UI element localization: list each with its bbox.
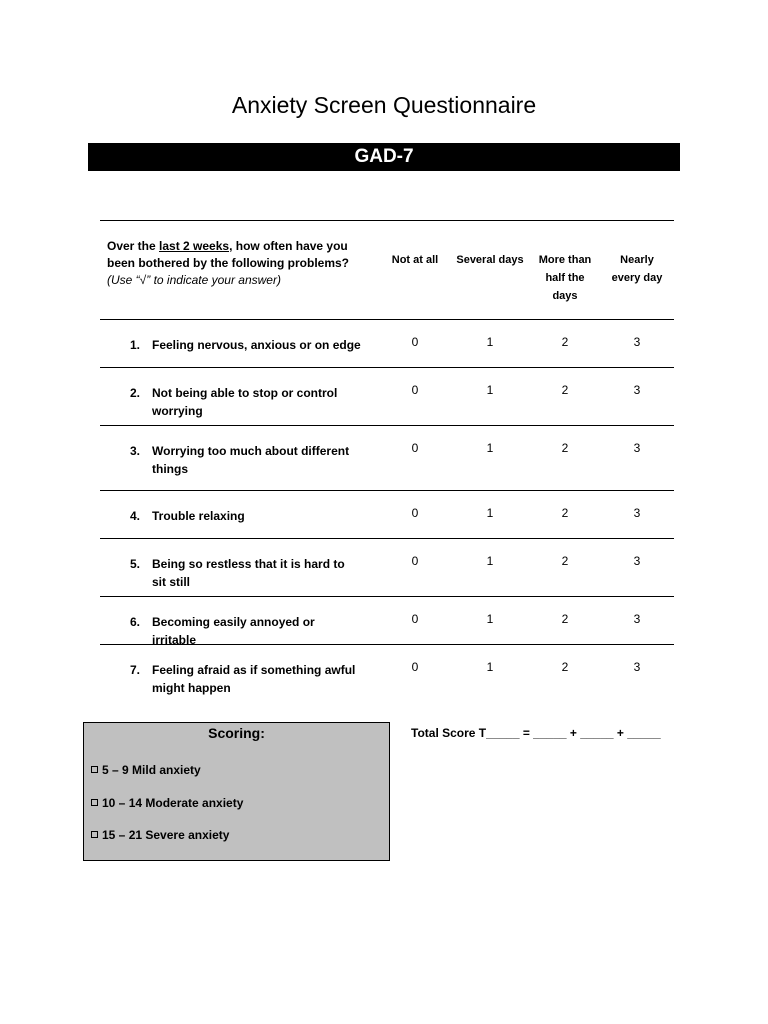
- answer-option[interactable]: 0: [411, 660, 419, 674]
- checkbox-icon[interactable]: [91, 799, 98, 806]
- question-number: 1.: [129, 338, 140, 352]
- answer-option[interactable]: 3: [633, 441, 641, 455]
- answer-option[interactable]: 1: [486, 383, 494, 397]
- scoring-item-mild: [91, 763, 201, 777]
- checkbox-icon[interactable]: [91, 766, 98, 773]
- column-header-nearly-every-day: Nearly every day: [611, 254, 663, 284]
- question-number: 3.: [129, 444, 140, 458]
- answer-option[interactable]: 3: [633, 660, 641, 674]
- scoring-item-moderate: [91, 796, 243, 810]
- answer-option[interactable]: 1: [486, 335, 494, 349]
- total-score-line: Total Score T_____ = _____ + _____ + _____: [411, 726, 661, 740]
- scoring-item-label: 5 – 9 Mild anxiety: [102, 763, 201, 777]
- scoring-item-severe: [91, 828, 229, 842]
- question-text: Feeling afraid as if something awful might happen: [152, 663, 356, 695]
- answer-option[interactable]: 1: [486, 554, 494, 568]
- question-number: 7.: [129, 663, 140, 677]
- instructions-note: (Use “√” to indicate your answer): [107, 273, 281, 287]
- table-row: [100, 597, 674, 645]
- question-number: 4.: [129, 509, 140, 523]
- answer-option[interactable]: 0: [411, 506, 419, 520]
- question-text: Being so restless that it is hard to sit still: [152, 557, 345, 589]
- scoring-box: [83, 722, 390, 861]
- answer-option[interactable]: 1: [486, 506, 494, 520]
- answer-option[interactable]: 2: [561, 506, 569, 520]
- answer-option[interactable]: 2: [561, 660, 569, 674]
- answer-option[interactable]: 2: [561, 335, 569, 349]
- question-text: Becoming easily annoyed or irritable: [152, 615, 315, 647]
- instructions-prefix: Over the: [107, 239, 160, 253]
- answer-option[interactable]: 2: [561, 612, 569, 626]
- question-number: 6.: [129, 615, 140, 629]
- gad7-banner: GAD-7: [88, 143, 680, 171]
- table-header: [100, 221, 674, 320]
- answer-option[interactable]: 3: [633, 335, 641, 349]
- answer-option[interactable]: 1: [486, 441, 494, 455]
- scoring-item-label: 15 – 21 Severe anxiety: [102, 828, 230, 842]
- answer-option[interactable]: 0: [411, 335, 419, 349]
- answer-option[interactable]: 3: [633, 554, 641, 568]
- answer-option[interactable]: 1: [486, 612, 494, 626]
- questionnaire-table: [100, 220, 674, 703]
- question-text: Trouble relaxing: [152, 509, 245, 523]
- table-row: [100, 426, 674, 491]
- table-row: [100, 539, 674, 597]
- table-row: [100, 320, 674, 368]
- answer-option[interactable]: 0: [411, 554, 419, 568]
- answer-option[interactable]: 2: [561, 383, 569, 397]
- instructions-suffix: how often have you been bothered by the following problems?: [107, 239, 350, 270]
- checkbox-icon[interactable]: [91, 831, 98, 838]
- answer-option[interactable]: 2: [561, 554, 569, 568]
- column-header-not-at-all: Not at all: [391, 254, 439, 266]
- scoring-item-label: 10 – 14 Moderate anxiety: [102, 796, 244, 810]
- answer-option[interactable]: 0: [411, 383, 419, 397]
- question-number: 2.: [129, 386, 140, 400]
- question-text: Worrying too much about different things: [152, 444, 350, 476]
- answer-option[interactable]: 3: [633, 506, 641, 520]
- question-number: 5.: [129, 557, 140, 571]
- answer-option[interactable]: 2: [561, 441, 569, 455]
- answer-option[interactable]: 3: [633, 612, 641, 626]
- answer-option[interactable]: 0: [411, 612, 419, 626]
- table-row: [100, 645, 674, 703]
- page-title: Anxiety Screen Questionnaire: [231, 92, 537, 118]
- column-header-several-days: Several days: [456, 254, 524, 266]
- question-text: Not being able to stop or control worrying: [152, 386, 338, 418]
- scoring-title: Scoring:: [208, 725, 265, 741]
- instructions-emphasis: last 2 weeks,: [159, 239, 233, 253]
- instructions: [107, 238, 367, 289]
- column-header-more-than-half: More than half the days: [538, 254, 592, 302]
- table-row: [100, 368, 674, 426]
- question-text: Feeling nervous, anxious or on edge: [152, 338, 361, 352]
- answer-option[interactable]: 1: [486, 660, 494, 674]
- answer-option[interactable]: 3: [633, 383, 641, 397]
- answer-option[interactable]: 0: [411, 441, 419, 455]
- table-row: [100, 491, 674, 539]
